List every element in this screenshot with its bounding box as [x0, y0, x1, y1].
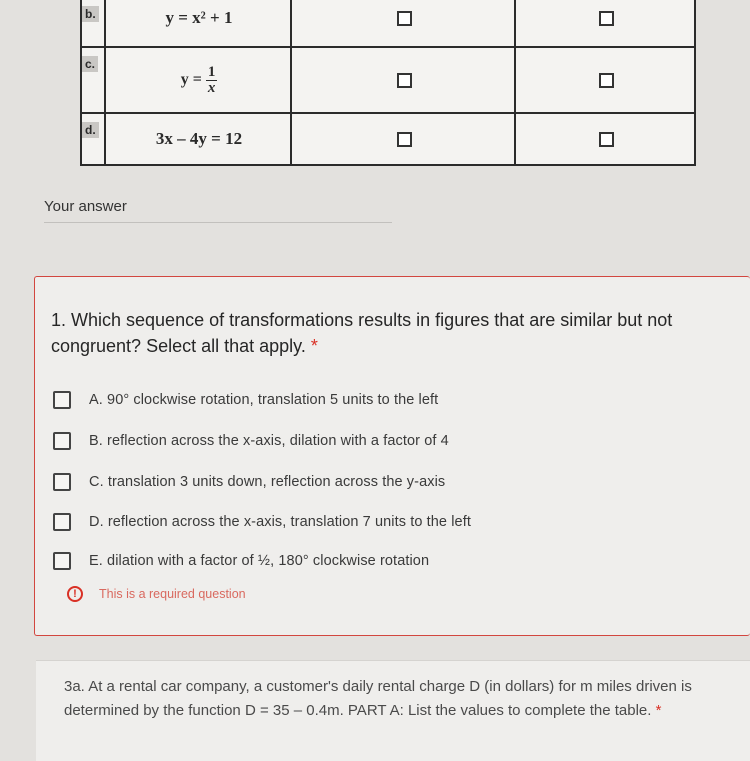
error-icon: !	[67, 586, 83, 602]
table-checkbox[interactable]	[397, 73, 412, 88]
equation-cell: y = x² + 1	[104, 0, 292, 46]
table-checkbox[interactable]	[397, 132, 412, 147]
row-letter: d.	[82, 122, 99, 138]
validation-error	[67, 586, 246, 602]
option-c[interactable]	[53, 473, 445, 491]
checkbox[interactable]	[53, 432, 71, 450]
table-row	[82, 48, 694, 114]
option-d[interactable]	[53, 513, 471, 531]
required-asterisk: *	[310, 336, 318, 356]
checkbox[interactable]	[53, 513, 71, 531]
table-checkbox[interactable]	[599, 132, 614, 147]
table-row	[82, 114, 694, 164]
next-question-title: 3a. At a rental car company, a customer's daily rental charge D (in dollars) for m miles driven is determined by the function D = 35 – 0.4m. PART A: List the values to complete the table. *	[64, 678, 692, 719]
equation-cell	[104, 48, 292, 112]
fraction-numerator: 1	[207, 63, 216, 80]
option-label: A. 90° clockwise rotation, translation 5 units to the left	[89, 392, 439, 408]
table-row	[82, 0, 694, 48]
fraction-denominator: x	[207, 79, 216, 96]
equation-prefix: y =	[180, 71, 202, 88]
table-checkbox[interactable]	[599, 11, 614, 26]
checkbox[interactable]	[53, 473, 71, 491]
question-card	[34, 276, 750, 636]
option-label: C. translation 3 units down, reflection across the y-axis	[89, 474, 446, 490]
checkbox[interactable]	[53, 391, 71, 409]
table-checkbox[interactable]	[397, 11, 412, 26]
option-label: D. reflection across the x-axis, translation 7 units to the left	[89, 514, 471, 530]
required-asterisk: *	[655, 702, 662, 719]
next-question-card	[36, 660, 750, 761]
table-checkbox[interactable]	[599, 73, 614, 88]
option-label: E. dilation with a factor of ½, 180° clockwise rotation	[89, 553, 430, 569]
question-title: 1. Which sequence of transformations results in figures that are similar but not congruent? Select all that apply. *	[51, 310, 673, 356]
row-letter: c.	[82, 56, 98, 72]
option-label: B. reflection across the x-axis, dilation with a factor of 4	[89, 433, 449, 449]
error-text: This is a required question	[99, 587, 246, 601]
function-table	[80, 0, 696, 166]
fraction	[206, 65, 218, 96]
option-b[interactable]	[53, 432, 449, 450]
answer-input-placeholder[interactable]: Your answer	[44, 198, 127, 215]
checkbox[interactable]	[53, 552, 71, 570]
row-letter: b.	[82, 6, 99, 22]
option-e[interactable]	[53, 552, 429, 570]
equation-cell: 3x – 4y = 12	[104, 114, 292, 164]
answer-input-underline[interactable]	[44, 222, 392, 223]
option-a[interactable]	[53, 391, 438, 409]
